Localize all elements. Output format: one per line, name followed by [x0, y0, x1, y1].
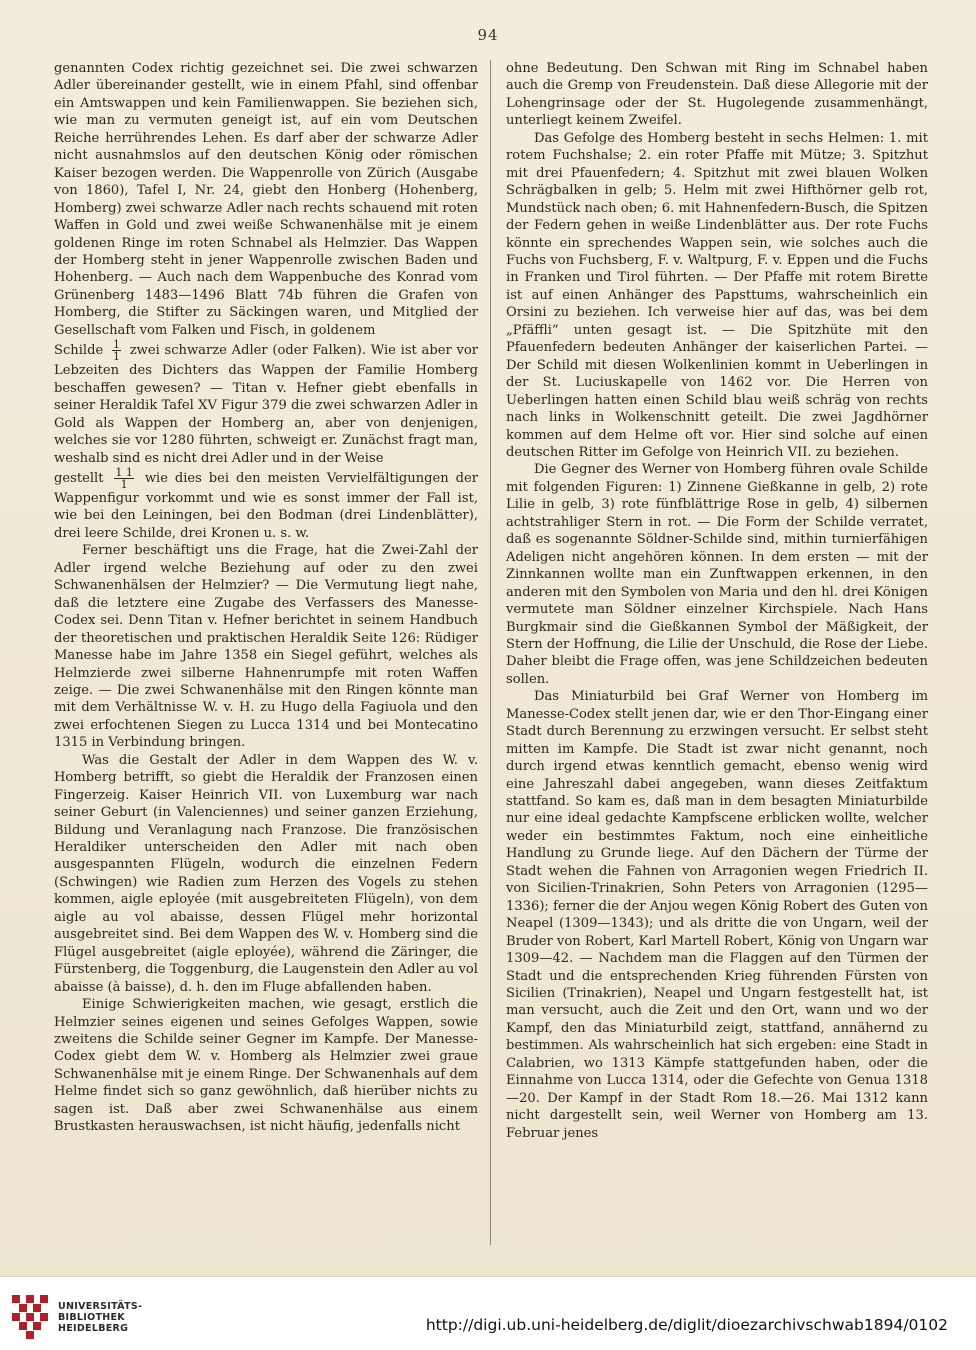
library-footer	[0, 1276, 976, 1350]
paragraph: Ferner beschäftigt uns die Frage, hat die Zwei-Zahl der Adler irgend welche Beziehung auf oder zu den zwei Schwanenhälsen der Helmzier? — Die Vermutung liegt nahe, daß die letztere eine Zugabe des Verfassers des Manesse-Codex sei. Denn Titan v. Hefner berichtet in seinem Handbuch der theoretischen und praktischen Heraldik Seite 126: Rüdiger Manesse habe im Jahre 1358 ein Siegel geführt, welches als Helmzierde zwei silberne Hahnenrumpfe mit roten Waffen zeige. — Die zwei Schwanenhälse mit den Ringen könnte man mit dem Verhältnisse W. v. H. zu Hugo della Fagiuola und den zwei erfochtenen Siegen zu Lucca 1314 und bei Montecatino 1315 in Verbindung bringen.	[54, 543, 478, 751]
paragraph-text: zwei schwarze Adler (oder Falken). Wie ist aber vor Lebzeiten des Dichters das Wappen der Familie Homberg beschaffen gewesen? — Titan v. Hefner giebt ebenfalls in seiner Heraldik Tafel XV Figur 379 die zwei schwarzen Adler in Gold als Wappen der Homberg an, aber von denjenigen, welches sie vor 1280 führten, schweigt er. Zunächst fragt man, weshalb sind es nicht drei Adler und in der Weise	[54, 343, 478, 466]
paragraph: Das Miniaturbild bei Graf Werner von Homberg im Manesse-Codex stellt jenen dar, wie er den Thor-Eingang einer Stadt durch Berennung zu erzwingen versucht. Er selbst steht mitten im Kampfe. Die Stadt ist zwar nicht genannt, noch durch irgend etwas kenntlich gemacht, ebenso wenig wird eine Jahreszahl dabei angegeben, wann dieses Zeitfaktum stattfand. So kam es, daß man in dem besagten Miniaturbilde nur eine ideal gedachte Kampfscene erblicken wollte, welcher weder ein bestimmtes Faktum, noch eine einheitliche Handlung zu Grunde liege. Auf den Dächern der Türme der Stadt wehen die Fahnen von Arragonien wegen Friedrich II. von Sicilien-Trinakrien, Sohn Peters von Arragonien (1295—1336); ferner die der Anjou wegen König Robert des Guten von Neapel (1309—1343); und als dritte die von Ungarn, weil der Bruder von Robert, Karl Martell Robert, König von Ungarn war 1309—42. — Nachdem man die Flaggen auf den Türmen der Stadt und die entsprechenden Krieg führenden Fürsten von Sicilien (Trinakrien), Neapel und Ungarn festgestellt hat, ist man versucht, auch die Zeit und den Ort, wann und wo der Kampf, den das Miniaturbild zeigt, stattfand, annähernd zu bestimmen. Als wahrscheinlich hat sich ergeben: eine Stadt in Calabrien, wo 1313 Kämpfe stattgefunden haben, oder die Einnahme von Lucca 1314, oder die Gefechte von Genua 1318—20. Der Kampf in der Stadt Rom 18.—26. Mai 1312 kann nicht dargestellt sein, weil Werner von Homberg am 13. Februar jenes	[506, 689, 928, 1141]
library-name: UNIVERSITÄTS- BIBLIOTHEK HEIDELBERG	[58, 1301, 143, 1334]
paragraph: Die Gegner des Werner von Homberg führen ovale Schilde mit folgenden Figuren: 1) Zinnene Gießkanne in gelb, 2) rote Lilie in gelb, 3) rote fünfblättrige Rose in gelb, 4) silbernen achtstrahliger Stern in rot. — Die Form der Schilde verratet, daß es sogenannte Söldner-Schilde sind, mithin turnierfähigen Adeligen nicht angehören können. In dem ersten — mit der Zinnkannen wollte man ein Zunftwappen erkennen, in den anderen mit den Symbolen von Maria und den hl. drei Königen vermutete man Söldner einzelner Kirchspiele. Nach Hans Burgkmair sind die Gießkannen Symbol der Mäßigkeit, der Stern der Hoffnung, die Lilie der Unschuld, die Rose der Liebe. Daher bleibt die Frage offen, was jene Schildzeichen bedeuten sollen.	[506, 462, 928, 687]
paragraph: Was die Gestalt der Adler in dem Wappen des W. v. Homberg betrifft, so giebt die Heraldik der Franzosen einen Fingerzeig. Kaiser Heinrich VII. von Luxemburg war nach seiner Geburt (in Valenciennes) und seiner ganzen Erziehung, Bildung und Veranlagung nach Franzose. Die französischen Heraldiker unterscheiden den Adler mit nach oben ausgespannten Flügeln, wodurch die einzelnen Federn (Schwingen) wie Radien zum Herzen des Vogels zu stehen kommen, aigle eployée (mit ausgebreiteten Flügeln), von dem aigle au vol abaisse, dessen Flügel mehr horizontal ausgebreitet sind. Bei dem Wappen des W. v. Homberg sind die Flügel ausgebreitet (aigle eployée), während die Zäringer, die Fürstenberg, die Toggenburg, die Laugenstein den Adler au vol abaisse (à baisse), d. h. den im Fluge abfallenden haben.	[54, 752, 478, 995]
paragraph: Das Gefolge des Homberg besteht in sechs Helmen: 1. mit rotem Fuchshalse; 2. ein roter Pfaffe mit Mütze; 3. Spitzhut mit drei Pfauenfedern; 4. Spitzhut mit zwei blauen Wolken Schrägbalken in gelb; 5. Helm mit zwei Hifthörner gelb rot, Mundstück nach oben; 6. mit Hahnenfedern-Busch, die Spitzen der Federn gehen in weiße Lindenblätter aus. Der rote Fuchs könnte ein sprechendes Wappen sein, wie solches auch die Fuchs von Fuchsberg, F. v. Waltpurg, F. v. Eppen und die Fuchs in Franken und Tirol führten. — Der Pfaffe mit rotem Birette ist auf einen Anhänger des Papsttums, wahrscheinlich ein Orsini zu beziehen. Ich verweise hier auf das, was bei dem „Pfäffli“ unten gesagt ist. — Die Spitzhüte mit den Pfauenfedern bedeuten Anhänger der kaiserlichen Partei. — Der Schild mit diesen Wolkenlinien kommt in Ueberlingen in der St. Luciuskapelle von 1462 vor. Die Herren von Ueberlingen hatten einen Schild blau weiß schräg von rechts nach links in Wolkenschnitt geteilt. Die zwei Jagdhörner kommen auf dem Helme oft vor. Hier sind solche auf einen deutschen Ritter im Gefolge von Heinrich VII. zu beziehen.	[506, 130, 928, 460]
fraction	[114, 467, 134, 490]
fraction-denominator: 1	[112, 350, 120, 364]
university-library-logo-icon	[10, 1293, 50, 1339]
fraction-denominator: 1	[120, 477, 128, 491]
fraction	[112, 339, 121, 362]
inline-word: Schilde	[54, 343, 104, 359]
paragraph: ohne Bedeutung. Den Schwan mit Ring im Schnabel haben auch die Gremp von Freudenstein. Daß diese Allegorie mit der Lohengrinsage oder der St. Hugolegende zusammenhängt, unterliegt keinem Zweifel.	[506, 61, 928, 129]
left-column	[54, 60, 478, 1245]
source-url[interactable]: http://digi.ub.uni-heidelberg.de/diglit/dioezarchivschwab1894/0102	[425, 1316, 948, 1334]
page-number: 94	[477, 26, 499, 44]
fraction-numerator: 1 1	[115, 465, 133, 479]
paragraph: genannten Codex richtig gezeichnet sei. Die zwei schwarzen Adler übereinander gestellt, wie in einem Pfahl, sind offenbar ein Amtswappen und kein Familienwappen. Sie beziehen sich, wie man zu vermuten geneigt ist, auf ein vom Deutschen Reiche herrührendes Lehen. Es darf aber der schwarze Adler nicht ausnahmslos auf den deutschen König oder römischen Kaiser bezogen werden. Die Wappenrolle von Zürich (Ausgabe von 1860), Tafel I, Nr. 24, giebt den Honberg (Hohenberg, Homberg) zwei schwarze Adler nach rechts schauend mit roten Waffen in Gold und zwei weiße Schwanenhälse mit je einem goldenen Ringe im roten Schnabel als Helmzier. Das Wappen der Homberg steht in jener Wappenrolle zwischen Baden und Hohenberg. — Auch nach dem Wappenbuche des Konrad vom Grünenberg 1483—1496 Blatt 74b führen die Grafen von Homberg, die Stifter zu Säckingen waren, und Mitglied der Gesellschaft vom Falken und Fisch, in goldenem	[54, 61, 478, 338]
right-column	[506, 60, 928, 1245]
paragraph-text: wie dies bei den meisten Vervielfältigungen der Wappenfigur vorkommt und wie es sonst immer der Fall ist, wie bei den Leiningen, bei den Bodman (drei Lindenblätter), drei leere Schilde, drei Kronen u. s. w.	[54, 470, 478, 541]
paragraph-fraction-line	[54, 339, 478, 467]
inline-word: gestellt	[54, 470, 104, 486]
paragraph: Einige Schwierigkeiten machen, wie gesagt, erstlich die Helmzier seines eigenen und seines Gefolges Wappen, sowie zweitens die Schilde seiner Gegner im Kampfe. Der Manesse-Codex giebt dem W. v. Homberg als Helmzier zwei graue Schwanenhälse mit je einem Ringe. Der Schwanenhals auf dem Helme findet sich so ganz gewöhnlich, daß hierüber nichts zu sagen ist. Daß aber zwei Schwanenhälse aus einem Brustkasten herauswachsen, ist nicht häufig, jedenfalls nicht	[54, 997, 478, 1135]
column-divider	[490, 60, 491, 1245]
paragraph-fraction-line	[54, 467, 478, 542]
fraction-numerator: 1	[112, 338, 120, 352]
